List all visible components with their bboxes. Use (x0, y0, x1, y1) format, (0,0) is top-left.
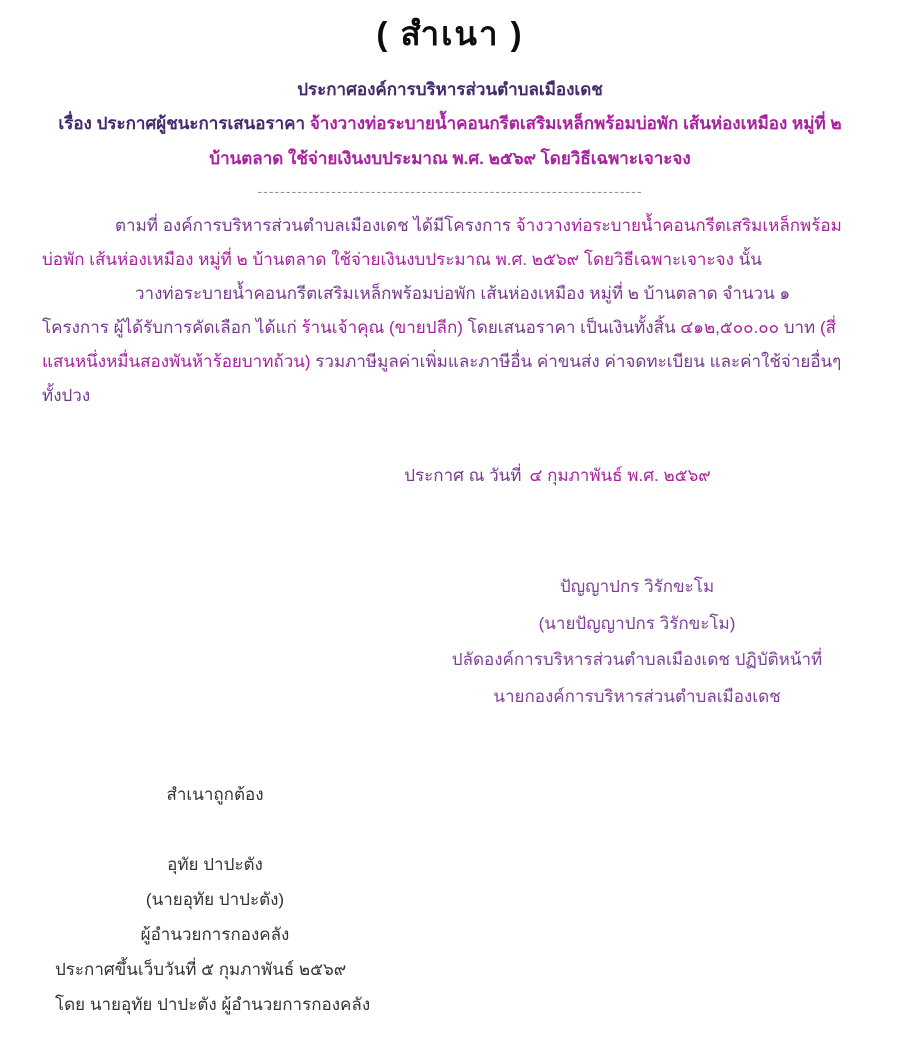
p2-vendor-name: ร้านเจ้าคุณ (ขายปลีก) (301, 318, 463, 337)
announcement-date-line (0, 459, 900, 493)
p2-amount-numeric: ๔๑๒,๕๐๐.๐๐ (680, 318, 779, 337)
announcement-body (42, 209, 858, 413)
subject-label: เรื่อง ประกาศผู้ชนะการเสนอราคา (58, 114, 310, 133)
certified-copy-label: สำเนาถูกต้อง (166, 785, 264, 804)
web-posted-by: โดย นายอุทัย ปาปะตัง ผู้อำนวยการกองคลัง (55, 995, 371, 1014)
p2-mid-text-1: โดยเสนอราคา เป็นเงินทั้งสิ้น (462, 318, 681, 337)
p2-amount-words: (สี่แสนหนึ่งหมื่นสองพันห้าร้อยบาทถ้วน) (42, 318, 837, 371)
announce-date-value: ๔ กุมภาพันธ์ พ.ศ. ๒๕๖๙ (529, 466, 711, 485)
signer-title-line2: นายกองค์การบริหารส่วนตำบลเมืองเดช (493, 686, 781, 706)
subject-project-name: จ้างวางท่อระบายน้ำคอนกรีตเสริมเหล็กพร้อมบ่อพัก เส้นห่องเหมือง หมู่ที่ ๒ บ้านตลาด ใช้จ่ายเงินงบประมาณ พ.ศ. ๒๕๖๙ โดยวิธีเฉพาะเจาะจง (209, 114, 842, 168)
p1-lead-text: ตามที่ องค์การบริหารส่วนตำบลเมืองเดช ได้มีโครงการ (115, 216, 516, 235)
p1-project-name: จ้างวางท่อระบายน้ำคอนกรีตเสริมเหล็กพร้อมบ่อพัก เส้นห่องเหมือง หมู่ที่ ๒ บ้านตลาด ใช้จ่ายเงินงบประมาณ พ.ศ. ๒๕๖๙ โดยวิธีเฉพาะเจาะจง (42, 216, 842, 269)
announce-date-label: ประกาศ ณ วันที่ (404, 466, 522, 485)
p2-item-text: วางท่อระบายน้ำคอนกรีตเสริมเหล็กพร้อมบ่อพัก เส้นห่องเหมือง หมู่ที่ ๒ บ้านตลาด จำนวน ๑ โครงการ ผู้ได้รับการคัดเลือก ได้แก่ (42, 284, 791, 337)
paragraph-award (42, 277, 858, 413)
p2-baht-text: บาท (779, 318, 820, 337)
certifier-position: ผู้อำนวยการกองคลัง (140, 925, 290, 944)
paragraph-reference (42, 209, 858, 277)
certifier-name: อุทัย ปาปะตัง (167, 855, 263, 874)
signer-title-line1: ปลัดองค์การบริหารส่วนตำบลเมืองเดช ปฏิบัติหน้าที่ (451, 650, 823, 669)
announcement-org-heading: ประกาศองค์การบริหารส่วนตำบลเมืองเดช (297, 80, 603, 99)
copy-banner: ( สำเนา ) (376, 15, 524, 52)
certifier-name-parenthesized: (นายอุทัย ปาปะตัง) (145, 890, 285, 909)
signature-block (403, 569, 871, 715)
web-posted-date: ประกาศขึ้นเว็บวันที่ ๕ กุมภาพันธ์ ๒๕๖๙ (55, 960, 347, 979)
p1-tail-text: นั้น (733, 250, 762, 269)
certification-block (55, 777, 375, 1022)
signer-name-parenthesized: (นายปัญญาปกร วิรักขะโม) (538, 613, 736, 633)
p2-tail-text: รวมภาษีมูลค่าเพิ่มและภาษีอื่น ค่าขนส่ง ค่าจดทะเบียน และค่าใช้จ่ายอื่นๆ ทั้งปวง (42, 352, 842, 405)
signer-name: ปัญญาปกร วิรักขะโม (559, 577, 715, 596)
dashed-separator: -------------------------------------------------------------------- (257, 183, 643, 199)
announcement-subject (50, 106, 850, 176)
